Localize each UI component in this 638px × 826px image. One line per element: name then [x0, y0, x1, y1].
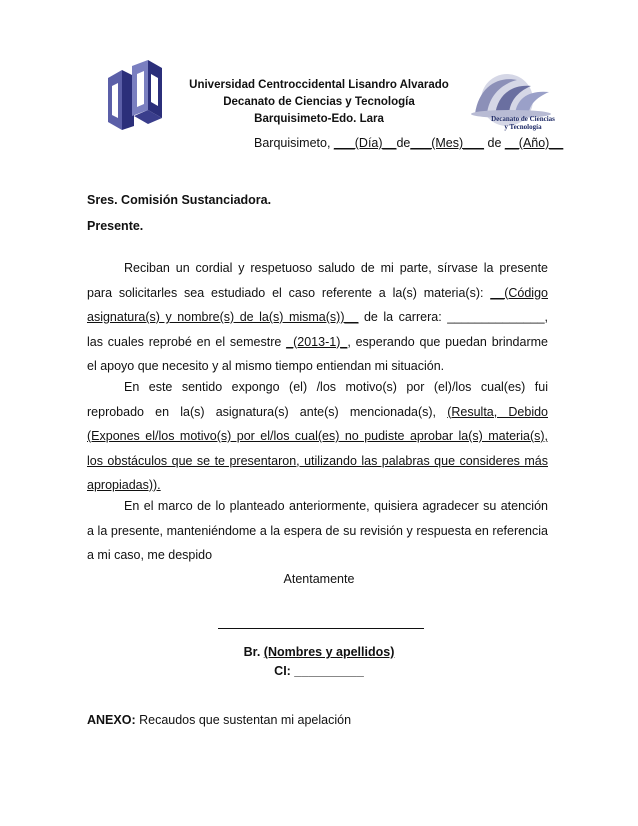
annex-label: ANEXO: [87, 713, 136, 727]
faculty-logo-caption-line1: Decanato de Ciencias [491, 115, 555, 123]
faculty-name: Decanato de Ciencias y Tecnología [223, 96, 415, 108]
annex-text: Recaudos que sustentan mi apelación [135, 713, 352, 727]
signature-name-field: (Nombres y apellidos) [263, 645, 395, 659]
date-line [254, 136, 563, 150]
reasons-field: (Resulta, Debido [447, 404, 548, 419]
paragraph-line: En el marco de lo planteado anteriormente, quisiera agradecer su atención [124, 499, 548, 513]
course-code-field: __(Código [490, 285, 548, 300]
text-run: de la carrera: ______________, [363, 310, 548, 324]
university-logo [104, 60, 166, 136]
signature-name [0, 645, 638, 659]
paragraph-reasons [87, 375, 548, 498]
faculty-logo-caption [484, 115, 562, 131]
course-name-field: asignatura(s) y nombre(s) de la(s) misma(s))__ [87, 310, 359, 324]
signature-prefix: Br. [243, 645, 264, 659]
paragraph-line: el apoyo que necesito y al mismo tiempo entiendan mi situación. [87, 359, 445, 373]
location: Barquisimeto-Edo. Lara [254, 113, 384, 125]
paragraph-line: a mi caso, me despido [87, 548, 213, 562]
paragraph-line: los obstáculos que se te presentaron, utilizando las palabras que consideres más [87, 453, 548, 468]
paragraph-closing [87, 494, 548, 568]
salutation: Presente. [87, 219, 144, 233]
paragraph-request [87, 256, 548, 379]
date-connector: de [396, 136, 411, 150]
signature-id: CI: __________ [274, 664, 364, 678]
date-month-field: ___(Mes)___ [410, 136, 485, 150]
faculty-logo [465, 70, 555, 142]
closing-word: Atentamente [283, 572, 355, 586]
text-run: reprobado en la(s) asignatura(s) ante(s) mencionada(s), [87, 404, 448, 419]
university-name: Universidad Centroccidental Lisandro Alvarado [189, 79, 449, 91]
paragraph-line: En este sentido expongo (el) /los motivo(s) por (el)/los cual(es) fui [124, 380, 548, 394]
paragraph-line [87, 281, 548, 306]
paragraph-line: (Expones el/los motivo(s) por el/los cual(es) no pudiste aprobar la(s) materia(s), [87, 429, 548, 443]
text-run: las cuales reprobé en el semestre [87, 334, 287, 349]
addressee: Sres. Comisión Sustanciadora. [87, 193, 272, 207]
faculty-logo-caption-line2: y Tecnología [504, 123, 542, 131]
paragraph-line [87, 305, 548, 330]
letterhead [160, 77, 478, 128]
paragraph-line [87, 330, 548, 355]
paragraph-line [87, 400, 548, 425]
semester-field: _(2013-1)_ [286, 334, 348, 349]
text-run: para solicitarles sea estudiado el caso referente a la(s) materia(s): [87, 285, 491, 300]
date-year-field: __(Año)__ [504, 136, 564, 150]
date-day-field: ___(Día)__ [333, 136, 397, 150]
annex-line [87, 713, 351, 727]
text-run: , esperando que puedan brindarme [347, 334, 548, 349]
date-connector: de [484, 136, 505, 150]
paragraph-line: a la presente, manteniéndome a la espera de su revisión y respuesta en referencia [87, 523, 548, 538]
date-prefix: Barquisimeto, [254, 136, 334, 150]
signature-line [218, 628, 424, 629]
paragraph-line: apropiadas)). [87, 478, 161, 492]
paragraph-line: Reciban un cordial y respetuoso saludo de mi parte, sírvase la presente [124, 261, 548, 275]
